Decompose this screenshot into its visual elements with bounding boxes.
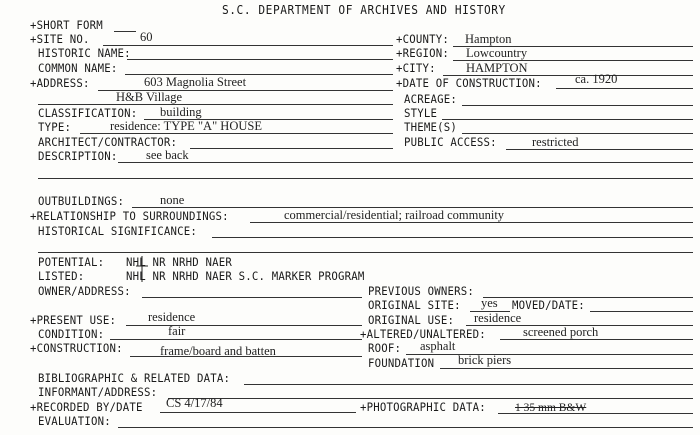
relationship-value: commercial/residential; railroad community: [284, 208, 505, 222]
themes-label: THEME(S): [404, 120, 458, 134]
type-value: residence: TYPE "A" HOUSE: [110, 119, 262, 133]
potential-label: POTENTIAL:: [38, 255, 105, 269]
present-use-label: +PRESENT USE:: [30, 313, 117, 327]
foundation-value: brick piers: [458, 353, 512, 367]
address-line2-value: H&B Village: [116, 90, 183, 104]
outbuildings-value: none: [160, 193, 185, 207]
original-site-value: yes: [481, 296, 498, 310]
architect-label: ARCHITECT/CONTRACTOR:: [38, 135, 178, 149]
address-line1-value: 603 Magnolia Street: [144, 75, 247, 89]
roof-value: asphalt: [420, 339, 456, 353]
listed-check-mark: [132, 254, 152, 284]
bibliographic-label: BIBLIOGRAPHIC & RELATED DATA:: [38, 371, 231, 385]
owner-address-label: OWNER/ADDRESS:: [38, 284, 131, 298]
region-label: +REGION:: [396, 46, 450, 60]
site-no-value: 60: [140, 30, 153, 44]
outbuildings-label: OUTBUILDINGS:: [38, 194, 125, 208]
type-label: TYPE:: [38, 120, 72, 134]
informant-label: INFORMANT/ADDRESS:: [38, 385, 158, 399]
region-value: Lowcountry: [466, 46, 528, 60]
date-construction-value: ca. 1920: [575, 72, 618, 86]
original-use-label: ORIGINAL USE:: [368, 313, 455, 327]
construction-label: +CONSTRUCTION:: [30, 341, 123, 355]
classification-label: CLASSIFICATION:: [38, 106, 138, 120]
description-value: see back: [146, 148, 189, 162]
short-form-label: +SHORT FORM: [30, 18, 103, 32]
original-site-label: ORIGINAL SITE:: [368, 298, 461, 312]
city-label: +CITY:: [396, 61, 436, 75]
county-value: Hampton: [465, 32, 512, 46]
photographic-label: +PHOTOGRAPHIC DATA:: [360, 400, 486, 414]
original-use-value: residence: [474, 311, 522, 325]
previous-owners-label: PREVIOUS OWNERS:: [368, 284, 475, 298]
foundation-label: FOUNDATION: [368, 356, 435, 370]
altered-label: +ALTERED/UNALTERED:: [360, 327, 486, 341]
description-label: DESCRIPTION:: [38, 149, 118, 163]
relationship-label: +RELATIONSHIP TO SURROUNDINGS:: [30, 209, 229, 223]
acreage-label: ACREAGE:: [404, 92, 458, 106]
historical-significance-label: HISTORICAL SIGNIFICANCE:: [38, 224, 198, 238]
potential-options: NHL NR NRHD NAER: [126, 255, 233, 269]
listed-options: NHL NR NRHD NAER S.C. MARKER PROGRAM: [126, 269, 365, 283]
date-construction-label: +DATE OF CONSTRUCTION:: [396, 76, 542, 90]
address-label: +ADDRESS:: [30, 76, 90, 90]
classification-value: building: [160, 105, 202, 119]
moved-date-label: MOVED/DATE:: [512, 298, 585, 312]
condition-value: fair: [168, 324, 186, 338]
altered-value: screened porch: [523, 325, 599, 339]
public-access-value: restricted: [532, 135, 579, 149]
recorded-by-value: CS 4/17/84: [166, 396, 223, 410]
construction-value: frame/board and batten: [160, 344, 276, 358]
site-no-label: +SITE NO.: [30, 32, 90, 46]
photographic-value: 1 35 mm B&W: [515, 402, 587, 414]
historic-name-label: HISTORIC NAME:: [38, 46, 131, 60]
form-title: S.C. DEPARTMENT OF ARCHIVES AND HISTORY: [222, 3, 506, 17]
recorded-by-label: +RECORDED BY/DATE: [30, 400, 143, 414]
city-value: HAMPTON: [466, 61, 528, 75]
common-name-label: COMMON NAME:: [38, 61, 118, 75]
roof-label: ROOF:: [368, 341, 402, 355]
style-label: STYLE: [404, 106, 438, 120]
listed-label: LISTED:: [38, 269, 85, 283]
county-label: +COUNTY:: [396, 32, 450, 46]
present-use-value: residence: [148, 310, 196, 324]
condition-label: CONDITION:: [38, 327, 105, 341]
public-access-label: PUBLIC ACCESS:: [404, 135, 497, 149]
evaluation-label: EVALUATION:: [38, 414, 111, 428]
